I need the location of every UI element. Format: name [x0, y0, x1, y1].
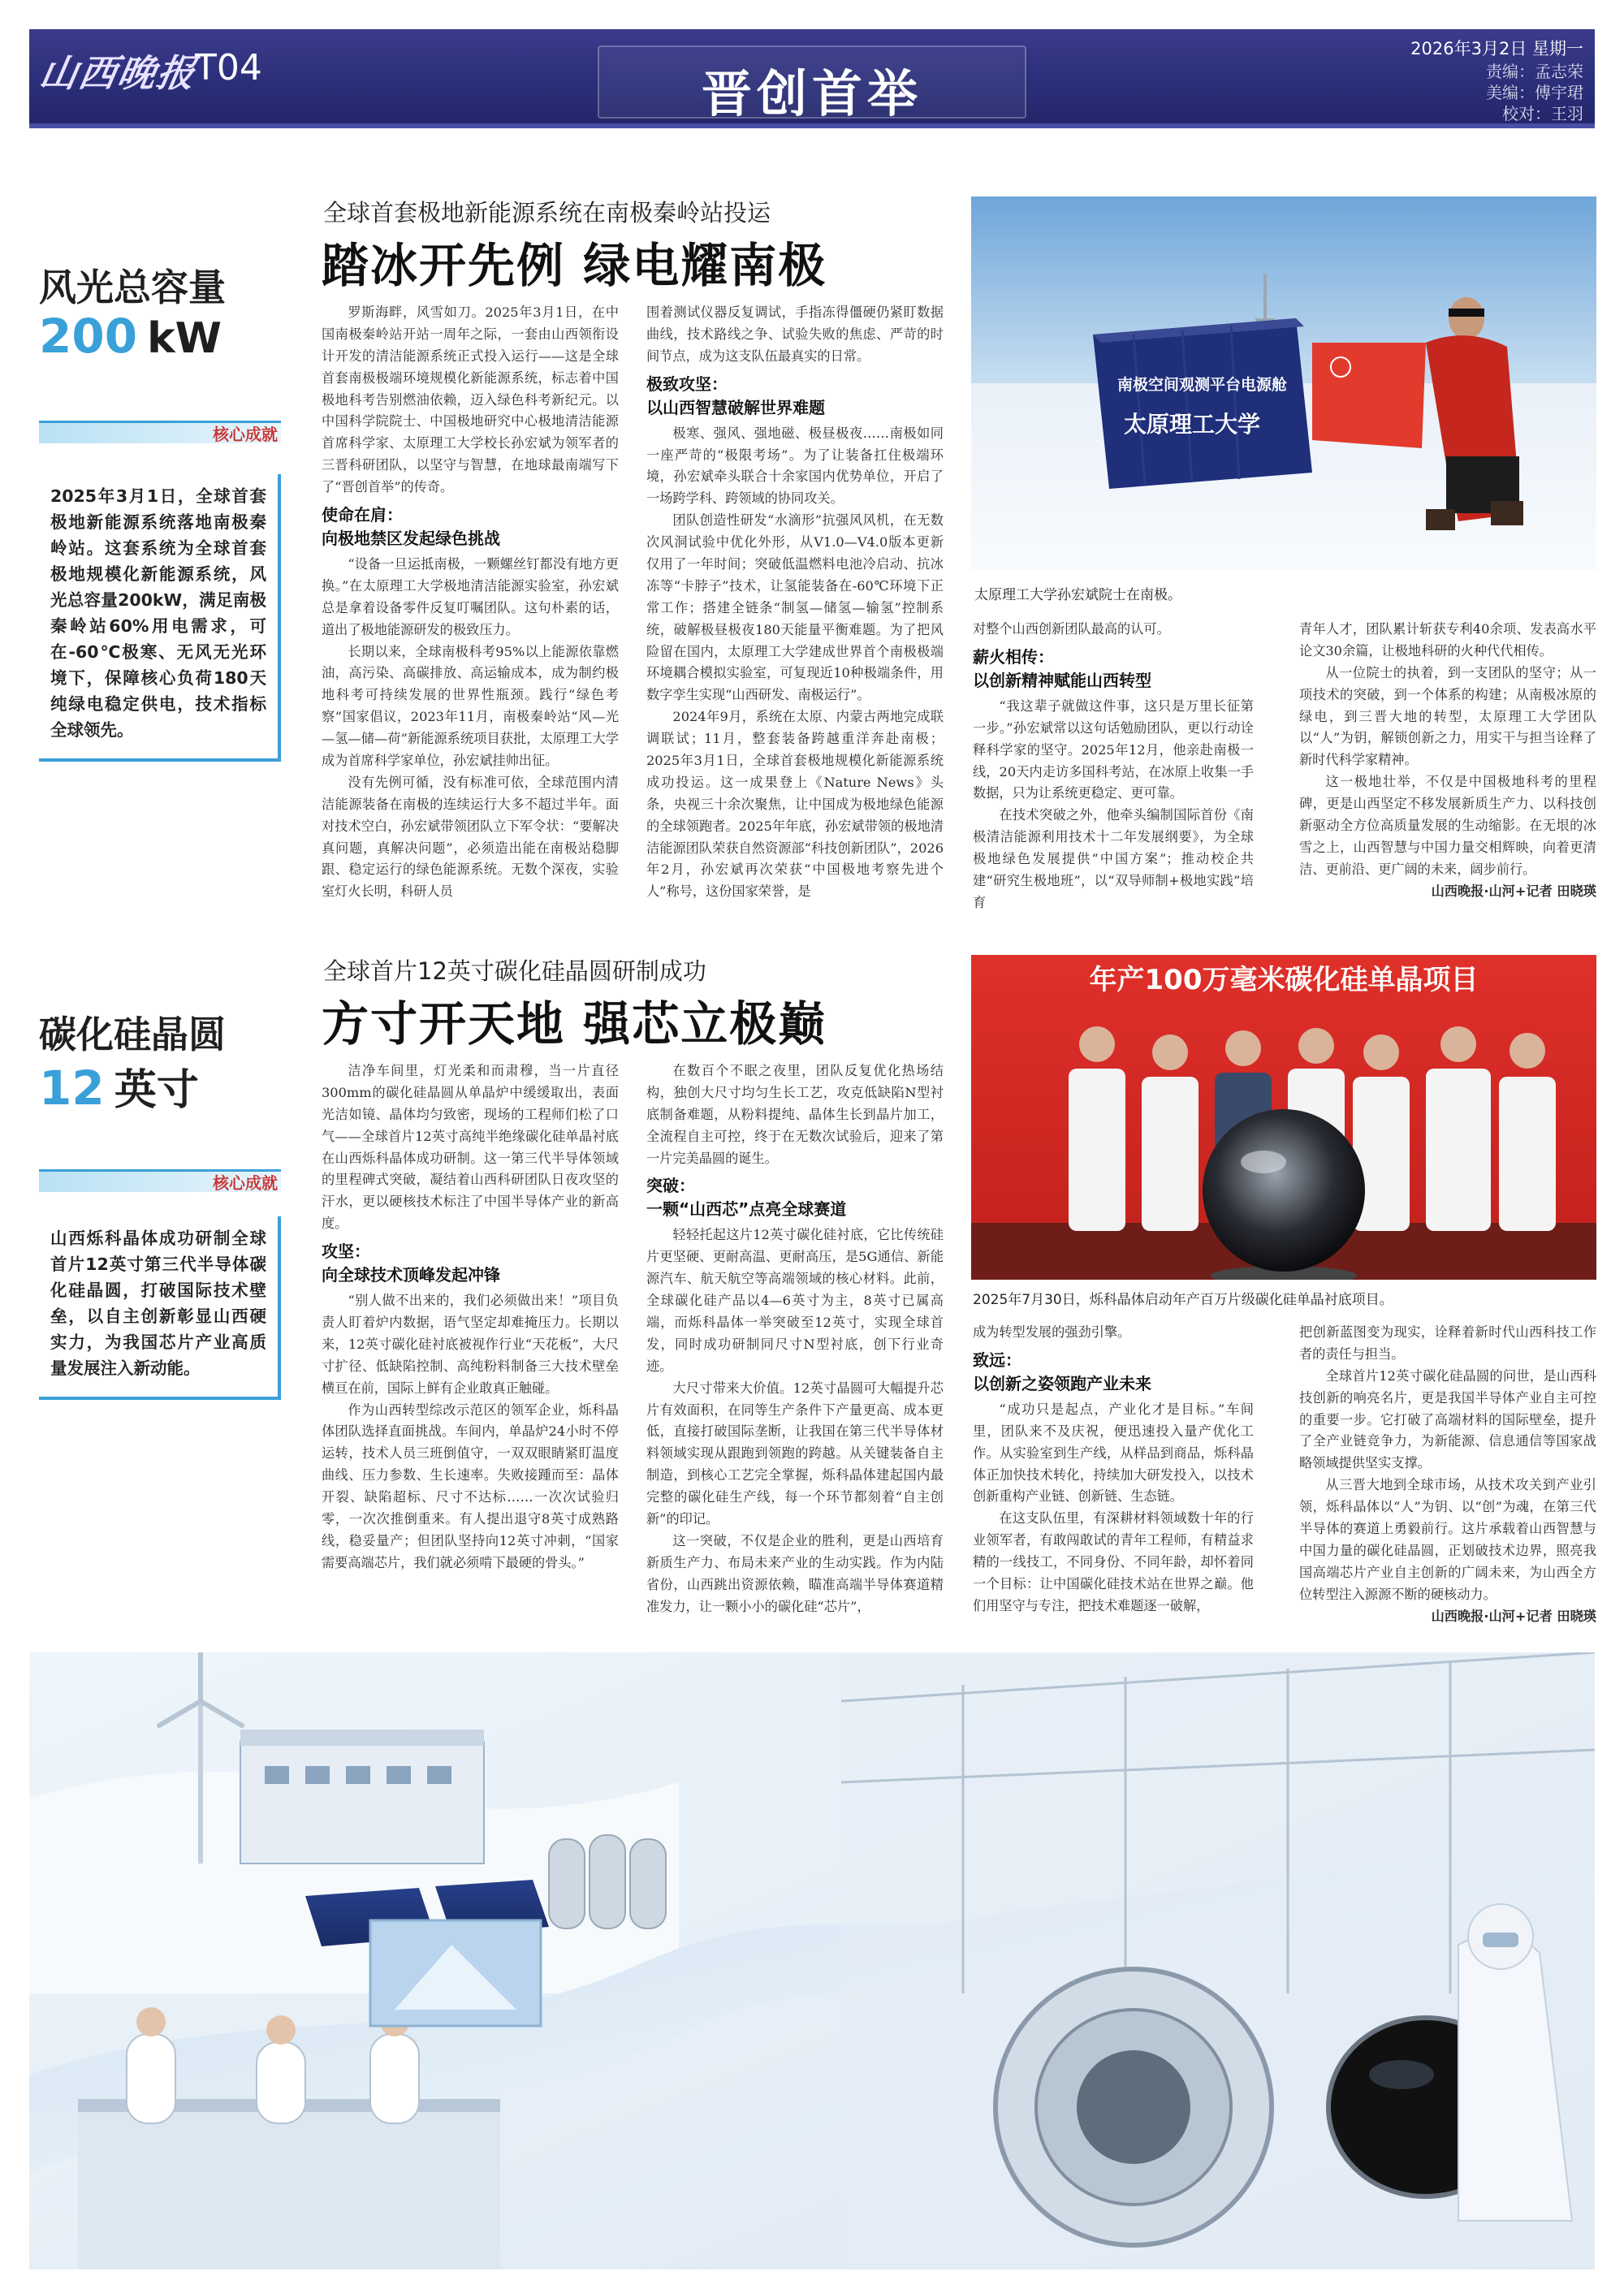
- container-label-line2: 太原理工大学: [1124, 411, 1261, 438]
- paragraph: 围着测试仪器反复调试，手指冻得僵硬仍紧盯数据曲线，技术路线之争、试验失败的焦虑、严苛的时间节点，成为这支队伍最真实的日常。: [646, 304, 944, 364]
- core-achievement-bar: [39, 421, 281, 443]
- story2-column-1: [322, 1060, 619, 1574]
- paragraph: 长期以来，全球南极科考95%以上能源依靠燃油，高污染、高碳排放、高运输成本，成为制约极地科考可持续发展的世界性瓶颈。践行“绿色考察”国家倡议，2023年11月，南极秦岭站“风—光—氢—储—荷”新能源系统项目获批，太原理工大学成为首席科学家单位，孙宏斌挂帅出征。: [322, 643, 619, 769]
- subheading-line: 以创新之姿领跑产业未来: [973, 1373, 1151, 1393]
- ceremony-banner: 年产100万毫米碳化硅单晶项目: [1089, 964, 1479, 996]
- subheading: [322, 1240, 619, 1287]
- story1-kicker: 全球首套极地新能源系统在南极秦岭站投运: [323, 199, 771, 227]
- paragraph: 这一突破，不仅是企业的胜利，更是山西培育新质生产力、布局未来产业的生动实践。作为内陆省份，山西跳出资源依赖，瞄准高端半导体赛道精准发力，让一颗小小的碳化硅“芯片”，: [646, 1532, 944, 1614]
- paragraph: 在技术突破之外，他牵头编制国际首份《南极清洁能源利用技术十二年发展纲要》，为全球极地绿色发展提供“中国方案”；推动校企共建“研究生极地班”，以“双导师制+极地实践”培育: [973, 807, 1254, 910]
- paragraph: 大尺寸带来大价值。12英寸晶圆可大幅提升芯片有效面积，在同等生产条件下产量更高、成本更低，直接打破国际垄断，让我国在第三代半导体材料领域实现从跟跑到领跑的跨越。从关键装备自主制造，到核心工艺完全掌握，烁科晶体建起国内最完整的碳化硅生产线，每一个环节都刻着“自主创新”的印记。: [646, 1380, 944, 1527]
- story2-column-2: [646, 1060, 944, 1617]
- subheading-line: 薪火相传：: [973, 646, 1054, 667]
- core-achievement-text: 山西烁科晶体成功研制全球首片12英寸第三代半导体碳化硅晶圆，打破国际技术壁垒，以自主创新彰显山西硬实力，为我国芯片产业高质量发展注入新动能。: [39, 1216, 281, 1400]
- subheading-line: 以山西智慧破解世界难题: [646, 397, 825, 417]
- story2-headline: 方寸开天地 强芯立极巅: [322, 996, 827, 1052]
- decorative-illustration: [29, 1652, 1595, 2270]
- designer-credit: 美编：傅宇珺: [1486, 83, 1583, 102]
- masthead: [29, 29, 1595, 128]
- paragraph: 成为转型发展的强劲引擎。: [973, 1324, 1131, 1340]
- story2-column-4: [1299, 1322, 1596, 1627]
- newspaper-logo: 山西晚报: [36, 51, 201, 95]
- subheading-line: 向全球技术顶峰发起冲锋: [322, 1265, 500, 1285]
- story1-column-3: [973, 619, 1254, 914]
- paragraph: 把创新蓝图变为现实，诠释着新时代山西科技工作者的责任与担当。: [1299, 1324, 1596, 1362]
- paragraph: 青年人才，团队累计斩获专利40余项、发表高水平论文30余篇，让极地科研的火种代代相传。: [1299, 621, 1596, 659]
- paragraph: “我这辈子就做这件事，这只是万里长征第一步。”孙宏斌常以这句话勉励团队，更以行动诠释科学家的坚守。2025年12月，他亲赴南极一线，20天内走访多国科考站，在冰原上收集一手数据，只为让系统更稳定、更可靠。: [973, 697, 1254, 801]
- paragraph: 全球首片12英寸碳化硅晶圆的问世，是山西科技创新的响亮名片，更是我国半导体产业自主可控的重要一步。它打破了高端材料的国际壁垒，提升了全产业链竞争力，为新能源、信息通信等国家战略领域提供坚实支撑。: [1299, 1367, 1596, 1471]
- issue-date: 2026年3月2日 星期一: [1410, 39, 1583, 58]
- ceremony-scene: [971, 955, 1596, 1280]
- paragraph: 从一位院士的执着，到一支团队的坚守；从一项技术的突破，到一个体系的构建；从南极冰原的绿电，到三晋大地的转型，太原理工大学团队以“人”为钥，解锁创新之力，用实干与担当诠释了新时代科学家精神。: [1299, 664, 1596, 768]
- subheading: [322, 503, 619, 551]
- core-achievement-bar: [39, 1169, 281, 1192]
- paragraph: 在这支队伍里，有深耕材料领域数十年的行业领军者，有敢闯敢试的青年工程师，有精益求精的一线技工，不同身份、不同年龄，却怀着同一个目标：让中国碳化硅技术站在世界之巅。他们用坚守与专注，把技术难题逐一破解，: [973, 1510, 1254, 1613]
- subheading: [646, 373, 944, 420]
- page-number: T04: [195, 47, 262, 89]
- subheading: [646, 1174, 944, 1221]
- stat-number: 200: [39, 309, 138, 364]
- subheading-line: 极致攻坚：: [646, 374, 728, 394]
- stat-number: 12: [39, 1060, 105, 1116]
- subheading: [973, 1349, 1254, 1396]
- story2-column-3: [973, 1322, 1254, 1617]
- stat-label-capacity: 风光总容量: [39, 266, 226, 309]
- byline: 山西晚报·山河+记者 田晓瑛: [1431, 883, 1596, 899]
- container-label-line1: 南极空间观测平台电源舱: [1117, 376, 1288, 394]
- paragraph: 没有先例可循，没有标准可依，全球范围内清洁能源装备在南极的连续运行大多不超过半年。面对技术空白，孙宏斌带领团队立下军令状：“要解决真问题，真解决问题”，必须造出能在南极站稳脚跟、稳定运行的绿色能源系统。无数个深夜，实验室灯火长明，科研人员: [322, 774, 619, 900]
- core-achievement-label: 核心成就: [213, 1173, 278, 1193]
- subheading-line: 使命在肩：: [322, 505, 403, 525]
- section-title: 晋创首举: [701, 64, 922, 123]
- antarctic-photo-caption: 太原理工大学孙宏斌院士在南极。: [974, 587, 1181, 603]
- stat-value-capacity: [39, 309, 222, 364]
- proofreader-credit: 校对：王羽: [1502, 104, 1583, 123]
- paragraph: 2024年9月，系统在太原、内蒙古两地完成联调联试；11月，整套装备跨越重洋奔赴南极；2025年3月1日，全球首套极地规模化新能源系统成功投运。这一成果登上《Nature News》头条，央视三十余次聚焦，让中国成为极地绿色能源的全球领跑者。2025年年底，孙宏斌带领的极地清洁能源团队荣获自然资源部“科技创新团队”，2026年2月，孙宏斌再次荣获“中国极地考察先进个人”称号，这份国家荣誉，是: [646, 709, 944, 900]
- paragraph: 罗斯海畔，风雪如刀。2025年3月1日，在中国南极秦岭站开站一周年之际，一套由山西领衔设计开发的清洁能源系统正式投入运行——这是全球首套南极极端环境规模化新能源系统，标志着中国极地科考告别燃油依赖，迈入绿色科考新纪元。以中国科学院院士、中国极地研究中心极地清洁能源首席科学家、太原理工大学校长孙宏斌为领军者的三晋科研团队，以坚守与智慧，在地球最南端写下了“晋创首举”的传奇。: [322, 304, 619, 495]
- antarctic-scene: [971, 197, 1596, 570]
- paragraph: 作为山西转型综改示范区的领军企业，烁科晶体团队选择直面挑战。车间内，单晶炉24小时不停运转，技术人员三班倒值守，一双双眼睛紧盯温度曲线、压力参数、生长速率。失败接踵而至：晶体开裂、缺陷超标、尺寸不达标……一次次试验归零，一次次推倒重来。有人提出退守8英寸成熟路线，稳妥量产；但团队坚持向12英寸冲刺，“国家需要高端芯片，我们就必须啃下最硬的骨头。”: [322, 1401, 619, 1570]
- paragraph: 在数百个不眠之夜里，团队反复优化热场结构，独创大尺寸均匀生长工艺，攻克低缺陷N型衬底制备难题，从粉料提纯、晶体生长到晶片加工，全流程自主可控，终于在无数次试验后，迎来了第一片完美晶圆的诞生。: [646, 1063, 944, 1166]
- paragraph: “设备一旦运抵南极，一颗螺丝钉都没有地方更换。”在太原理工大学极地清洁能源实验室，孙宏斌总是拿着设备零件反复叮嘱团队。这句朴素的话，道出了极地能源研发的极致压力。: [322, 556, 619, 637]
- antarctic-photo: [971, 197, 1596, 570]
- subheading-line: 致远：: [973, 1350, 1021, 1370]
- lab-and-polar-illustration: [29, 1652, 1595, 2270]
- byline: 山西晚报·山河+记者 田晓瑛: [1431, 1608, 1596, 1624]
- ceremony-photo-caption: 2025年7月30日，烁科晶体启动年产百万片级碳化硅单晶衬底项目。: [973, 1292, 1393, 1308]
- story1-column-1: [322, 302, 619, 903]
- editor-credit: 责编：孟志荣: [1486, 62, 1583, 81]
- paragraph: 从三晋大地到全球市场，从技术攻关到产业引领，烁科晶体以“人”为钥、以“创”为魂，在第三代半导体的赛道上勇毅前行。这片承载着山西智慧与中国力量的碳化硅晶圆，正划破技术边界，照亮我国高端芯片产业自主创新的广阔未来，为山西全方位转型注入源源不断的硬核动力。: [1299, 1477, 1596, 1602]
- subheading-line: 一颗“山西芯”点亮全球赛道: [646, 1199, 847, 1220]
- stat-unit: 英寸: [114, 1066, 199, 1115]
- subheading-line: 攻坚：: [322, 1242, 370, 1262]
- stat-value-wafer: [39, 1056, 199, 1116]
- paragraph: 这一极地壮举，不仅是中国极地科考的里程碑，更是山西坚定不移发展新质生产力、以科技创新驱动全方位高质量发展的生动缩影。在无垠的冰雪之上，山西智慧与中国力量交相辉映，向着更清洁、更前沿、更广阔的未来，阔步前行。: [1299, 774, 1596, 877]
- ceremony-photo: [971, 955, 1596, 1280]
- paragraph: 洁净车间里，灯光柔和而肃穆，当一片直径300mm的碳化硅晶圆从单晶炉中缓缓取出，表面光洁如镜、晶体均匀致密，现场的工程师们松了口气——全球首片12英寸高纯半绝缘碳化硅单晶衬底在山西烁科晶体成功研制。这一第三代半导体领域的里程碑式突破，凝结着山西科研团队日夜攻坚的汗水，更以硬核技术标注了中国半导体产业的新高度。: [322, 1063, 619, 1232]
- subheading-line: 突破：: [646, 1176, 695, 1196]
- stat-unit: kW: [147, 314, 222, 363]
- story2-kicker: 全球首片12英寸碳化硅晶圆研制成功: [323, 957, 706, 985]
- core-achievement-text: 2025年3月1日，全球首套极地新能源系统落地南极秦岭站。这套系统为全球首套极地规模化新能源系统，风光总容量200kW，满足南极秦岭站60%用电需求，可在-60℃极寒、无风无光环境下，保障核心负荷180天纯绿电稳定供电，技术指标全球领先。: [39, 474, 281, 762]
- subheading: [973, 646, 1254, 693]
- paragraph: 对整个山西创新团队最高的认可。: [973, 621, 1170, 637]
- story1-column-4: [1299, 619, 1596, 903]
- story1-column-2: [646, 302, 944, 903]
- core-achievement-label: 核心成就: [213, 425, 278, 444]
- stat-label-wafer: 碳化硅晶圆: [39, 1013, 226, 1056]
- paragraph: “别人做不出来的，我们必须做出来！”项目负责人盯着炉内数据，语气坚定却难掩压力。长期以来，12英寸碳化硅衬底被视作行业“天花板”，大尺寸扩径、低缺陷控制、高纯粉料制备三大技术壁垒横亘在前，国际上鲜有企业敢真正触碰。: [322, 1293, 619, 1396]
- subheading-line: 以创新精神赋能山西转型: [973, 670, 1151, 690]
- paragraph: 极寒、强风、强地磁、极昼极夜……南极如同一座严苛的“极限考场”。为了让装备扛住极端环境，孙宏斌牵头联合十余家国内优势单位，开启了一场跨学科、跨领域的协同攻关。: [646, 425, 944, 507]
- paragraph: “成功只是起点，产业化才是目标。”车间里，团队来不及庆祝，便迅速投入量产优化工作。从实验室到生产线，从样品到商品，烁科晶体正加快技术转化，持续加大研发投入，以技术创新重构产业链、创新链、生态链。: [973, 1401, 1254, 1505]
- paragraph: 团队创造性研发“水滴形”抗强风风机，在无数次风洞试验中优化外形，从V1.0—V4.0版本更新仅用了一年时间；突破低温燃料电池冷启动、抗冰冻等“卡脖子”技术，让氢能装备在-60℃环境下正常工作；搭建全链条“制氢—储氢—输氢”控制系统，破解极昼极夜180天能量平衡难题。为了把风险留在国内，太原理工大学建成世界首个南极极端环境耦合模拟实验室，可复现近10种极端条件，用数字孪生实现“山西研发、南极运行”。: [646, 512, 944, 703]
- story1-headline: 踏冰开先例 绿电耀南极: [322, 238, 827, 293]
- subheading-line: 向极地禁区发起绿色挑战: [322, 529, 500, 549]
- paragraph: 轻轻托起这片12英寸碳化硅衬底，它比传统硅片更坚硬、更耐高温、更耐高压，是5G通信、新能源汽车、航天航空等高端领域的核心材料。此前，全球碳化硅产品以4—6英寸为主，8英寸已属高端，而烁科晶体一举突破至12英寸，实现全球首发，同时成功研制同尺寸N型衬底，创下行业奇迹。: [646, 1227, 944, 1374]
